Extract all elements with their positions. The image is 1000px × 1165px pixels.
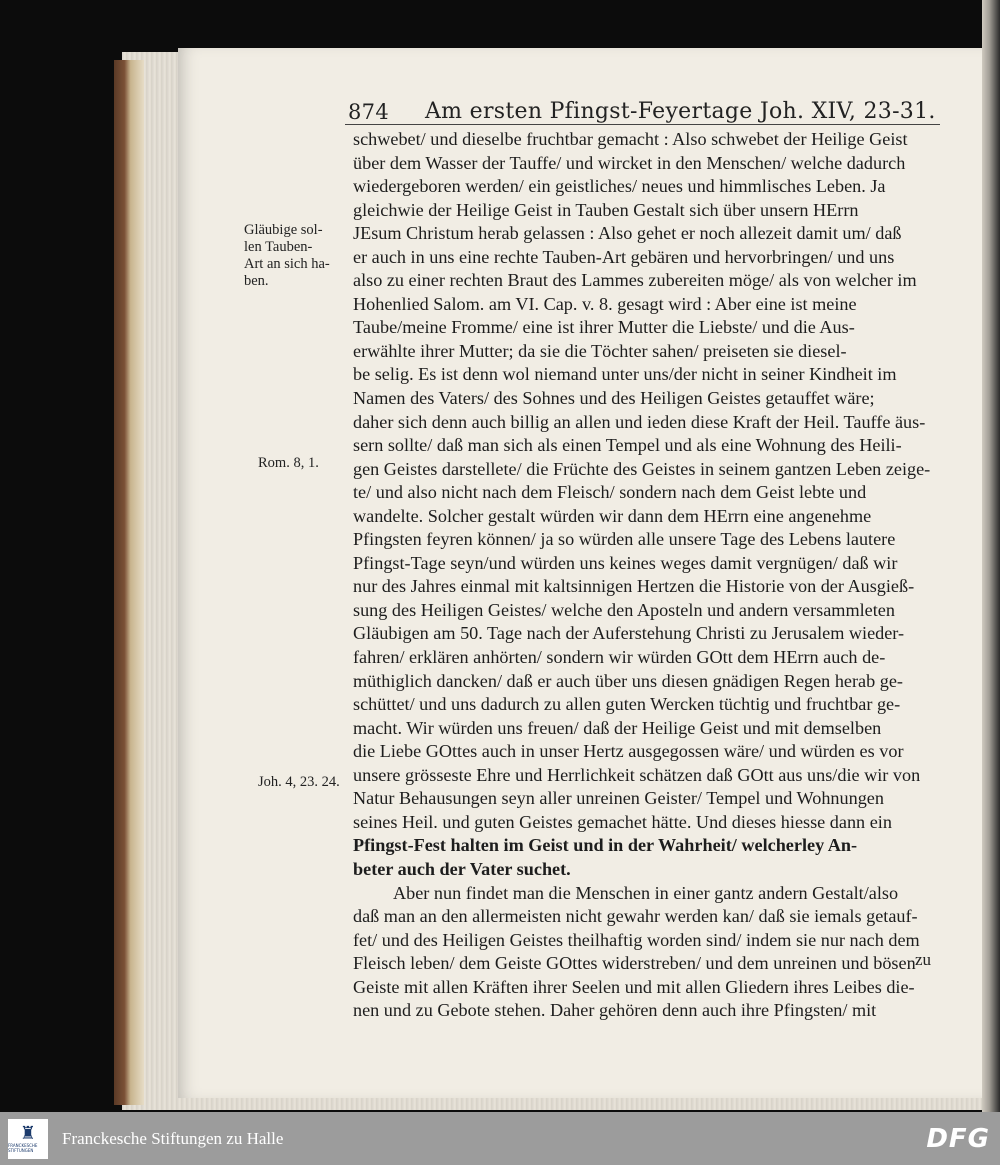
text-line: Natur Behausungen seyn aller unreinen Geister/ Tempel und Wohnungen	[353, 788, 884, 809]
text-line: Geiste mit allen Kräften ihrer Seelen und mit allen Gliedern ihres Leibes die-	[353, 976, 915, 997]
text-line: Hohenlied Salom. am VI. Cap. v. 8. gesagt wird : Aber eine ist meine	[353, 293, 857, 314]
margin-note-line: len Tauben-	[244, 239, 313, 255]
text-line: Gläubigen am 50. Tage nach der Auferstehung Christi zu Jerusalem wieder-	[353, 623, 905, 644]
text-line: daher sich denn auch billig an allen und ieden diese Kraft der Heil. Tauffe äus-	[353, 411, 926, 432]
text-line: te/ und also nicht nach dem Fleisch/ sondern nach dem Geist lebte und	[353, 482, 867, 503]
text-line: gen Geistes darstellete/ die Früchte des Geistes in seinem gantzen Leben zeige-	[353, 458, 931, 479]
text-line: Taube/meine Fromme/ eine ist ihrer Mutter die Liebste/ und die Aus-	[353, 317, 855, 338]
text-line: macht. Wir würden uns freuen/ daß der Heilige Geist und mit demselben	[353, 717, 882, 738]
text-line: nen und zu Gebote stehen. Daher gehören denn auch ihre Pfingsten/ mit	[353, 1000, 877, 1021]
text-line: müthiglich dancken/ daß er auch über uns diesen gnädigen Regen herab ge-	[353, 670, 903, 691]
text-line: schüttet/ und uns dadurch zu allen guten Wercken tüchtig und fruchtbar ge-	[353, 694, 901, 715]
margin-note-line: Art an sich ha-	[244, 256, 330, 272]
margin-note	[244, 222, 330, 290]
text-line: die Liebe GOttes auch in unser Hertz ausgegossen wäre/ und würden es vor	[353, 741, 904, 762]
text-line: wiedergeboren werden/ ein geistliches/ neues und himmlisches Leben. Ja	[353, 176, 886, 197]
dfg-logo[interactable]: DFG	[926, 1123, 990, 1154]
margin-note-line: Rom. 8, 1.	[258, 455, 319, 471]
text-line: sern sollte/ daß man sich als einen Tempel und als eine Wohnung des Heili-	[353, 435, 902, 456]
text-line: erwählte ihrer Mutter; da sie die Töchter sahen/ preiseten sie diesel-	[353, 340, 847, 361]
body-text	[353, 128, 941, 1023]
text-line: unsere grösseste Ehre und Herrlichkeit schätzen daß GOtt aus uns/die wir von	[353, 764, 921, 785]
text-line: daß man an den allermeisten nicht gewahr werden kan/ daß sie iemals getauf-	[353, 906, 918, 927]
text-line: Pfingsten feyren können/ ja so würden alle unsere Tage des Lebens lautere	[353, 529, 896, 550]
text-line: Pfingst-Fest halten im Geist und in der Wahrheit/ welcherley An-	[353, 835, 858, 856]
catchword: zu	[915, 950, 932, 969]
text-line: nur des Jahres einmal mit kaltsinnigen Hertzen die Historie von der Ausgieß-	[353, 576, 915, 597]
page-number: 874	[348, 100, 389, 124]
text-line: Aber nun findet man die Menschen in einer gantz andern Gestalt/also	[393, 882, 899, 903]
text-line: sung des Heiligen Geistes/ welche den Aposteln und andern versammleten	[353, 599, 895, 620]
running-title: Am ersten Pfingst-Feyertage Joh. XIV, 23-31.	[424, 99, 936, 124]
book-spine-edge	[114, 60, 144, 1105]
margin-note-line: ben.	[244, 273, 269, 289]
text-line: Pfingst-Tage seyn/und würden uns keines weges damit vergnügen/ daß wir	[353, 552, 898, 573]
text-line: seines Heil. und guten Geistes gemachet hätte. Und dieses hiesse dann ein	[353, 811, 892, 832]
institution-name[interactable]: Franckesche Stiftungen zu Halle	[62, 1128, 284, 1148]
text-line: also zu einer rechten Braut des Lammes zubereiten möge/ als von welcher im	[353, 270, 917, 291]
footer-bar	[0, 1112, 1000, 1165]
text-line: gleichwie der Heilige Geist in Tauben Gestalt sich über unsern HErrn	[353, 199, 859, 220]
margin-note-line: Gläubige sol-	[244, 222, 323, 238]
margin-note	[258, 455, 319, 472]
header-rule	[345, 124, 940, 125]
text-line: wandelte. Solcher gestalt würden wir dann dem HErrn eine angenehme	[353, 505, 872, 526]
page-gutter	[982, 0, 1000, 1112]
text-line: fet/ und des Heiligen Geistes theilhaftig worden sind/ indem sie nur nach dem	[353, 929, 920, 950]
text-line: beter auch der Vater suchet.	[353, 858, 571, 879]
text-line: Fleisch leben/ dem Geiste GOttes widerstreben/ und dem unreinen und bösen	[353, 953, 916, 974]
text-line: schwebet/ und dieselbe fruchtbar gemacht : Also schwebet der Heilige Geist	[353, 129, 908, 149]
franckesche-logo[interactable]	[8, 1119, 48, 1159]
text-line: er auch in uns eine rechte Tauben-Art gebären und hervorbringen/ und uns	[353, 246, 895, 267]
logo-text: FRANCKESCHE STIFTUNGEN	[8, 1142, 38, 1153]
page-header	[348, 88, 948, 124]
franckesche-crest-icon: ♜	[19, 1122, 37, 1144]
margin-note-line: Joh. 4, 23. 24.	[258, 774, 340, 790]
margin-note	[258, 774, 340, 791]
text-line: be selig. Es ist denn wol niemand unter uns/der nicht in seiner Kindheit im	[353, 364, 897, 385]
text-line: fahren/ erklären anhörten/ sondern wir würden GOtt dem HErrn auch de-	[353, 647, 886, 668]
text-line: Namen des Vaters/ des Sohnes und des Heiligen Geistes getauffet wäre;	[353, 388, 875, 409]
text-line: JEsum Christum herab gelassen : Also gehet er noch allezeit damit um/ daß	[353, 223, 902, 244]
text-line: über dem Wasser der Tauffe/ und wircket in den Menschen/ welche dadurch	[353, 152, 906, 173]
